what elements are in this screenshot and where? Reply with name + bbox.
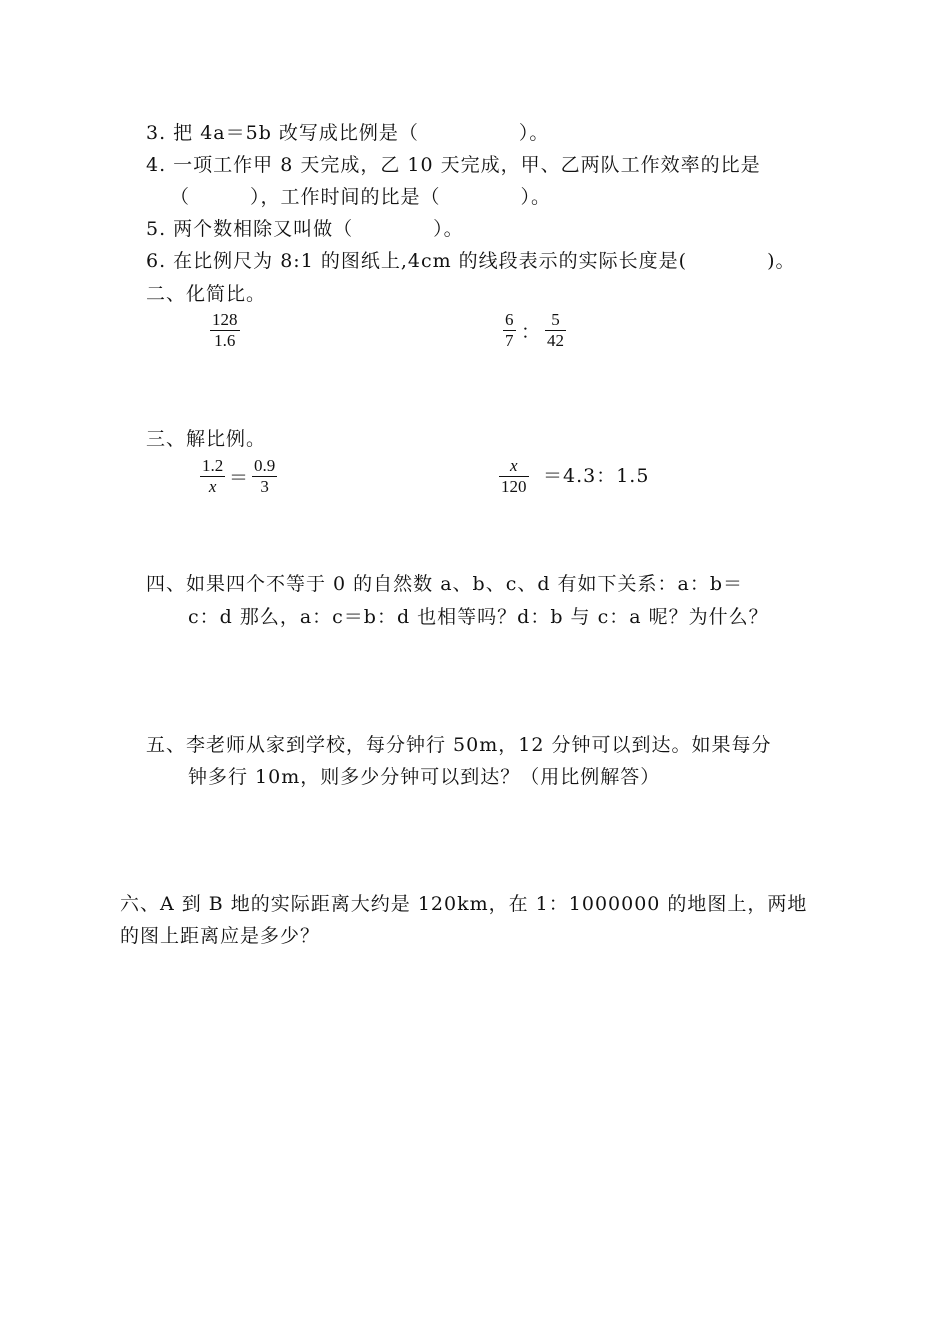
question-5: 5. 两个数相除又叫做（ ）。 — [146, 218, 464, 240]
section-5-line1: 五、李老师从家到学校，每分钟行 50m，12 分钟可以到达。如果每分 — [146, 734, 772, 756]
question-4-line1: 4. 一项工作甲 8 天完成，乙 10 天完成，甲、乙两队工作效率的比是 — [146, 154, 761, 176]
section-4-line1: 四、如果四个不等于 0 的自然数 a、b、c、d 有如下关系：a：b＝ — [146, 573, 744, 595]
section-2-heading: 二、化简比。 — [146, 283, 267, 305]
eq-1-left-denominator: x — [208, 477, 217, 496]
expr-2-b-numerator: 5 — [545, 310, 566, 331]
question-6: 6. 在比例尺为 8:1 的图纸上,4cm 的线段表示的实际长度是( )。 — [146, 250, 796, 272]
section-5-line2: 钟多行 10m，则多少分钟可以到达？（用比例解答） — [188, 766, 661, 788]
eq-1-right-denominator: 3 — [260, 477, 269, 496]
eq-2-right-side: ＝4.3：1.5 — [543, 465, 650, 487]
expr-1-numerator: 128 — [212, 310, 238, 329]
eq-2-numerator: x — [499, 456, 529, 477]
proportion-2-left — [499, 456, 529, 497]
section-3-heading: 三、解比例。 — [146, 428, 267, 450]
question-3: 3. 把 4a＝5b 改写成比例是（ ）。 — [146, 122, 550, 144]
simplify-expr-1 — [210, 310, 240, 351]
section-6-line2: 的图上距离应是多少？ — [120, 925, 321, 947]
eq-1-equals: ＝ — [229, 467, 249, 489]
eq-1-left-numerator: 1.2 — [202, 456, 224, 475]
expr-2-a-numerator: 6 — [505, 310, 514, 329]
expr-2-b-denominator: 42 — [547, 331, 564, 350]
eq-1-right-numerator: 0.9 — [254, 456, 276, 475]
proportion-1-left — [200, 456, 225, 497]
section-6-line1: 六、A 到 B 地的实际距离大约是 120km，在 1：1000000 的地图上，两地 — [120, 893, 808, 915]
expr-2-a-denominator: 7 — [505, 331, 514, 350]
simplify-expr-2-second — [545, 310, 566, 351]
simplify-expr-2-first — [503, 310, 516, 351]
expr-1-denominator: 1.6 — [214, 331, 236, 350]
proportion-1-right — [252, 456, 277, 497]
expr-2-colon: ： — [521, 321, 541, 343]
section-4-line2: c：d 那么，a：c＝b：d 也相等吗？d：b 与 c：a 呢？为什么？ — [188, 606, 769, 628]
eq-2-denominator: 120 — [501, 477, 527, 496]
question-4-line2: （ ），工作时间的比是（ ）。 — [170, 186, 552, 208]
